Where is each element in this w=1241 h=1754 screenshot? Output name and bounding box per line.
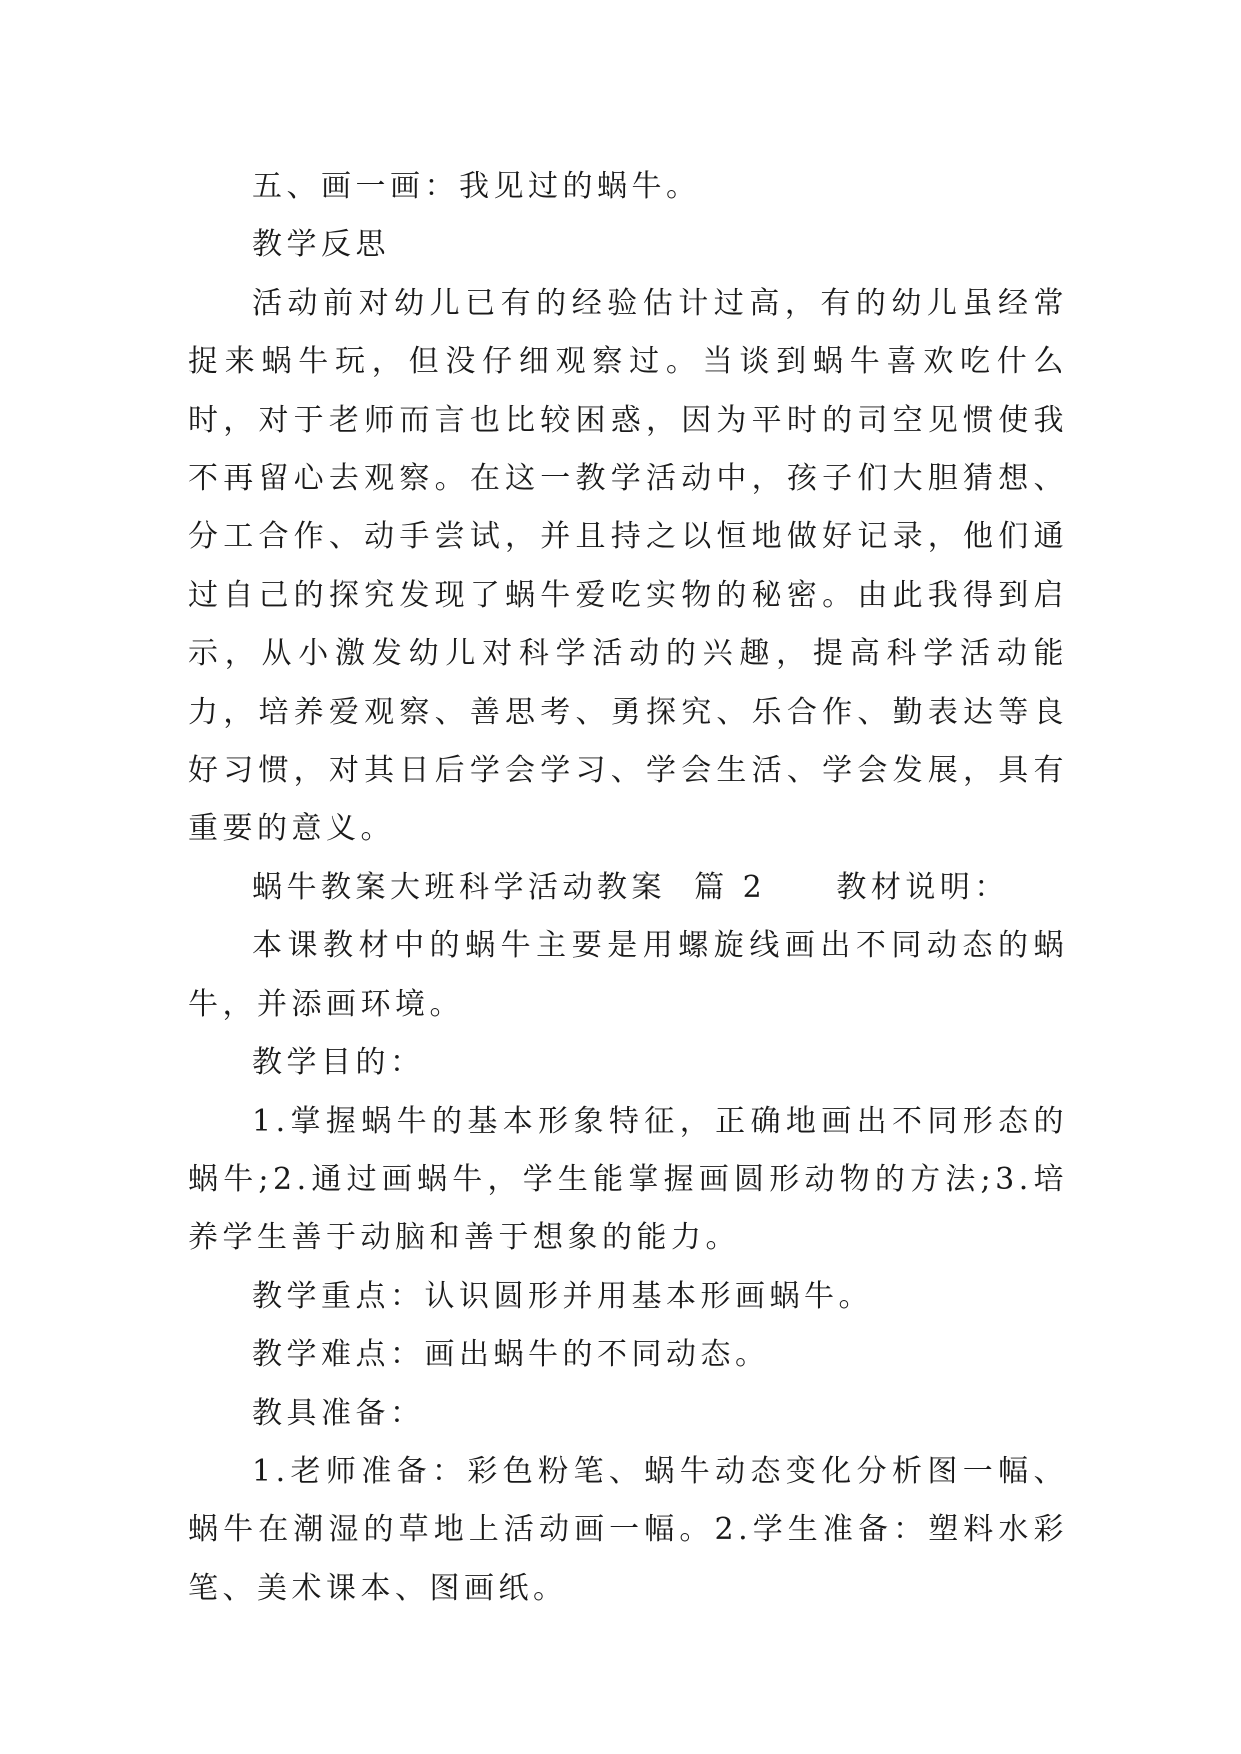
teaching-goals-list: 1.掌握蜗牛的基本形象特征，正确地画出不同形态的蜗牛;2.通过画蜗牛，学生能掌握画圆形动物的方法;3.培养学生善于动脑和善于想象的能力。: [188, 1103, 1068, 1256]
teaching-goals-heading: 教学目的：: [252, 1045, 425, 1081]
material-description: 本课教材中的蜗牛主要是用螺旋线画出不同动态的蜗牛，并添画环境。: [188, 928, 1068, 1022]
reflection-heading: 教学反思: [252, 227, 390, 263]
materials-heading: 教具准备：: [252, 1395, 425, 1431]
step-five-line: 五、画一画：我见过的蜗牛。: [252, 169, 701, 204]
teaching-focus: 教学重点：认识圆形并用基本形画蜗牛。: [252, 1278, 873, 1314]
section-2-heading: 蜗牛教案大班科学活动教案 篇 2 教材说明：: [252, 869, 1009, 905]
materials-list: 1.老师准备：彩色粉笔、蜗牛动态变化分析图一幅、蜗牛在潮湿的草地上活动画一幅。2.学生准备：塑料水彩笔、美术课本、图画纸。: [188, 1453, 1068, 1606]
document-body: [188, 158, 1068, 1618]
teaching-difficulty: 教学难点：画出蜗牛的不同动态。: [252, 1337, 770, 1373]
reflection-paragraph: 活动前对幼儿已有的经验估计过高，有的幼儿虽经常捉来蜗牛玩，但没仔细观察过。当谈到蜗牛喜欢吃什么时，对于老师而言也比较困惑，因为平时的司空见惯使我不再留心去观察。在这一教学活动中，孩子们大胆猜想、分工合作、动手尝试，并且持之以恒地做好记录，他们通过自己的探究发现了蜗牛爱吃实物的秘密。由此我得到启示，从小激发幼儿对科学活动的兴趣，提高科学活动能力，培养爱观察、善思考、勇探究、乐合作、勤表达等良好习惯，对其日后学会学习、学会生活、学会发展，具有重要的意义。: [188, 285, 1068, 847]
